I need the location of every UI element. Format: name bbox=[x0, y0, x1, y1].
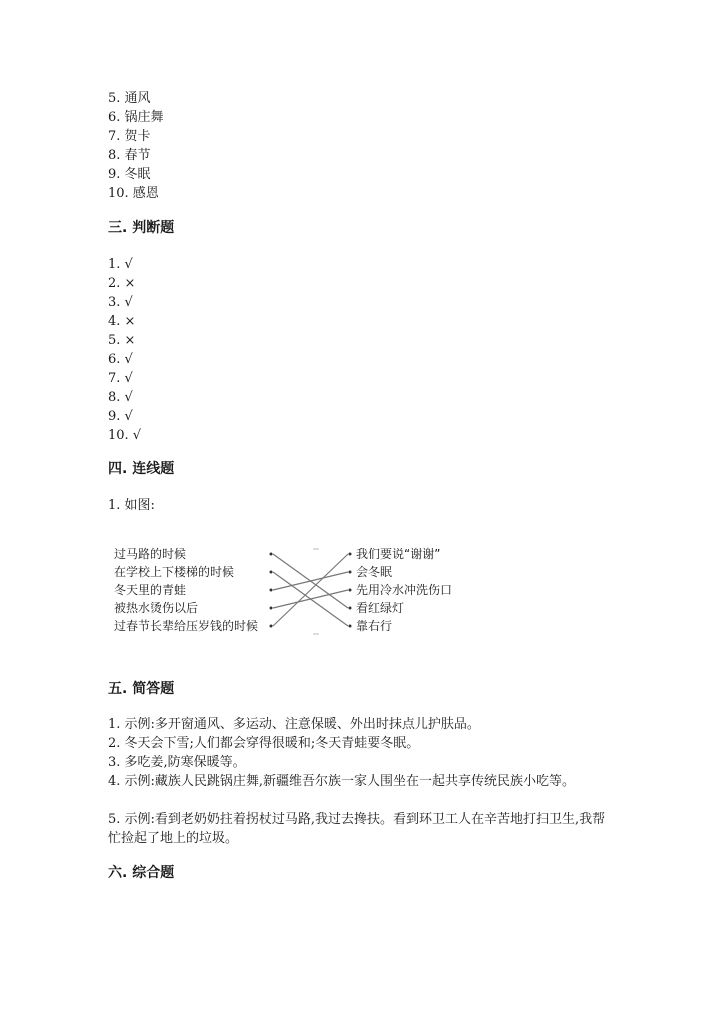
answer-item: 8. 春节 bbox=[108, 148, 151, 163]
left-item: 在学校上下楼梯的时候 bbox=[114, 565, 235, 579]
left-dot bbox=[270, 607, 273, 610]
answer-item: 2. × bbox=[108, 276, 136, 291]
answer-item: 10. 感恩 bbox=[108, 186, 159, 201]
right-dot bbox=[349, 553, 352, 556]
left-dot bbox=[270, 571, 273, 574]
section-title-short-answer: 五. 简答题 bbox=[108, 681, 175, 697]
answer-item: 3. 多吃姜,防寒保暖等。 bbox=[108, 755, 246, 770]
match-line bbox=[273, 590, 348, 608]
answer-item: 4. 示例:藏族人民跳锅庄舞,新疆维吾尔族一家人围坐在一起共享传统民族小吃等。 bbox=[108, 774, 576, 789]
answer-item: 9. √ bbox=[108, 409, 133, 424]
answer-item: 4. × bbox=[108, 314, 136, 329]
answer-item: 8. √ bbox=[108, 390, 133, 405]
answer-item: 6. 锅庄舞 bbox=[108, 110, 164, 125]
answer-item: 10. √ bbox=[108, 428, 142, 443]
answer-item: 9. 冬眠 bbox=[108, 167, 151, 182]
right-item: 靠右行 bbox=[356, 619, 393, 633]
right-item: 我们要说“谢谢” bbox=[356, 547, 441, 561]
left-item: 过马路的时候 bbox=[114, 547, 187, 561]
match-line bbox=[273, 554, 348, 626]
right-dot bbox=[349, 571, 352, 574]
answer-item: 6. √ bbox=[108, 352, 133, 367]
section-title-judgement: 三. 判断题 bbox=[108, 220, 175, 236]
right-item: 会冬眠 bbox=[356, 565, 393, 579]
answer-item: 5. × bbox=[108, 333, 136, 348]
answer-item: 5. 通风 bbox=[108, 91, 151, 106]
right-dot bbox=[349, 589, 352, 592]
section-title-comprehensive: 六. 综合题 bbox=[108, 865, 175, 881]
right-item: 看红绿灯 bbox=[356, 601, 405, 615]
section-title-matching: 四. 连线题 bbox=[108, 461, 175, 477]
answer-item: 3. √ bbox=[108, 295, 133, 310]
left-dot bbox=[270, 553, 273, 556]
left-dot bbox=[270, 589, 273, 592]
answer-item: 7. 贺卡 bbox=[108, 129, 151, 144]
left-dot bbox=[270, 625, 273, 628]
matching-item-label: 1. 如图: bbox=[108, 498, 155, 513]
answer-item: 7. √ bbox=[108, 371, 133, 386]
right-dot bbox=[349, 607, 352, 610]
match-line bbox=[273, 572, 348, 590]
answer-item: 5. 示例:看到老奶奶拄着拐杖过马路,我过去搀扶。看到环卫工人在辛苦地打扫卫生,我帮忙捡起了地上的垃圾。 bbox=[108, 812, 606, 846]
answer-item: 1. 示例:多开窗通风、多运动、注意保暖、外出时抹点儿护肤品。 bbox=[108, 717, 480, 732]
right-item: 先用冷水冲洗伤口 bbox=[356, 583, 453, 597]
matching-diagram bbox=[108, 540, 468, 640]
answer-item: 1. √ bbox=[108, 257, 133, 272]
left-item: 被热水烫伤以后 bbox=[114, 601, 199, 615]
left-item: 过春节长辈给压岁钱的时候 bbox=[114, 619, 259, 633]
answer-item: 2. 冬天会下雪;人们都会穿得很暖和;冬天青蛙要冬眠。 bbox=[108, 736, 420, 751]
right-dot bbox=[349, 625, 352, 628]
left-item: 冬天里的青蛙 bbox=[114, 583, 187, 597]
